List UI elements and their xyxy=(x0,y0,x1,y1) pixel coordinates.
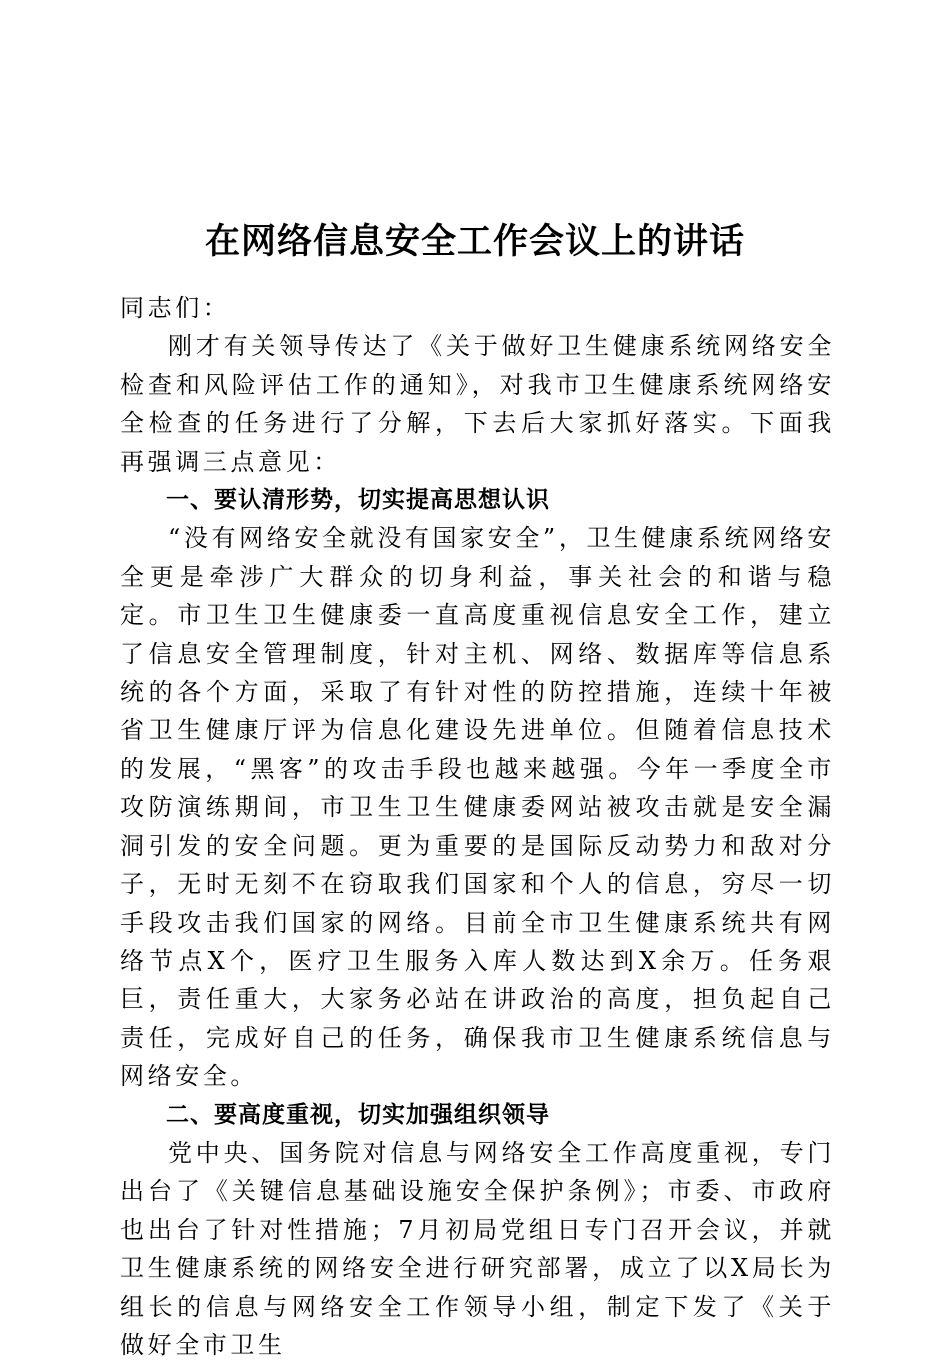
section-heading-1: 一、要认清形势，切实提高思想认识 xyxy=(166,487,550,514)
document-title: 在网络信息安全工作会议上的讲话 xyxy=(204,221,745,263)
paragraph-section-1: “没有网络安全就没有国家安全”，卫生健康系统网络安全更是牵涉广大群众的切身利益，事关社会的和谐与稳定。市卫生卫生健康委一直高度重视信息安全工作，建立了信息安全管理制度，针对主机、网络、数据库等信息系统的各个方面，采取了有针对性的防控措施，连续十年被省卫生健康厅评为信息化建设先进单位。但随着信息技术的发展，“黑客”的攻击手段也越来越强。今年一季度全市攻防演练期间，市卫生卫生健康委网站被攻击就是安全漏洞引发的安全问题。更为重要的是国际反动势力和敌对分子，无时无刻不在窃取我们国家和个人的信息，穷尽一切手段攻击我们国家的网络。目前全市卫生健康系统共有网络节点X个，医疗卫生服务入库人数达到X余万。任务艰巨，责任重大，大家务必站在讲政治的高度，担负起自己责任，完成好自己的任务，确保我市卫生健康系统信息与网络安全。 xyxy=(120,524,835,1091)
document-body xyxy=(120,289,835,1364)
salutation: 同志们： xyxy=(120,294,231,322)
paragraph-section-2: 党中央、国务院对信息与网络安全工作高度重视，专门出台了《关键信息基础设施安全保护条例》；市委、市政府也出台了针对性措施；7月初局党组日专门召开会议，并就卫生健康系统的网络安全进行研究部署，成立了以X局长为组长的信息与网络安全工作领导小组，制定下发了《关于做好全市卫生 xyxy=(120,1138,835,1359)
section-heading-2: 二、要高度重视，切实加强组织领导 xyxy=(166,1101,550,1128)
paragraph-intro: 刚才有关领导传达了《关于做好卫生健康系统网络安全检查和风险评估工作的通知》，对我市卫生健康系统网络安全检查的任务进行了分解，下去后大家抓好落实。下面我再强调三点意见： xyxy=(120,332,835,476)
